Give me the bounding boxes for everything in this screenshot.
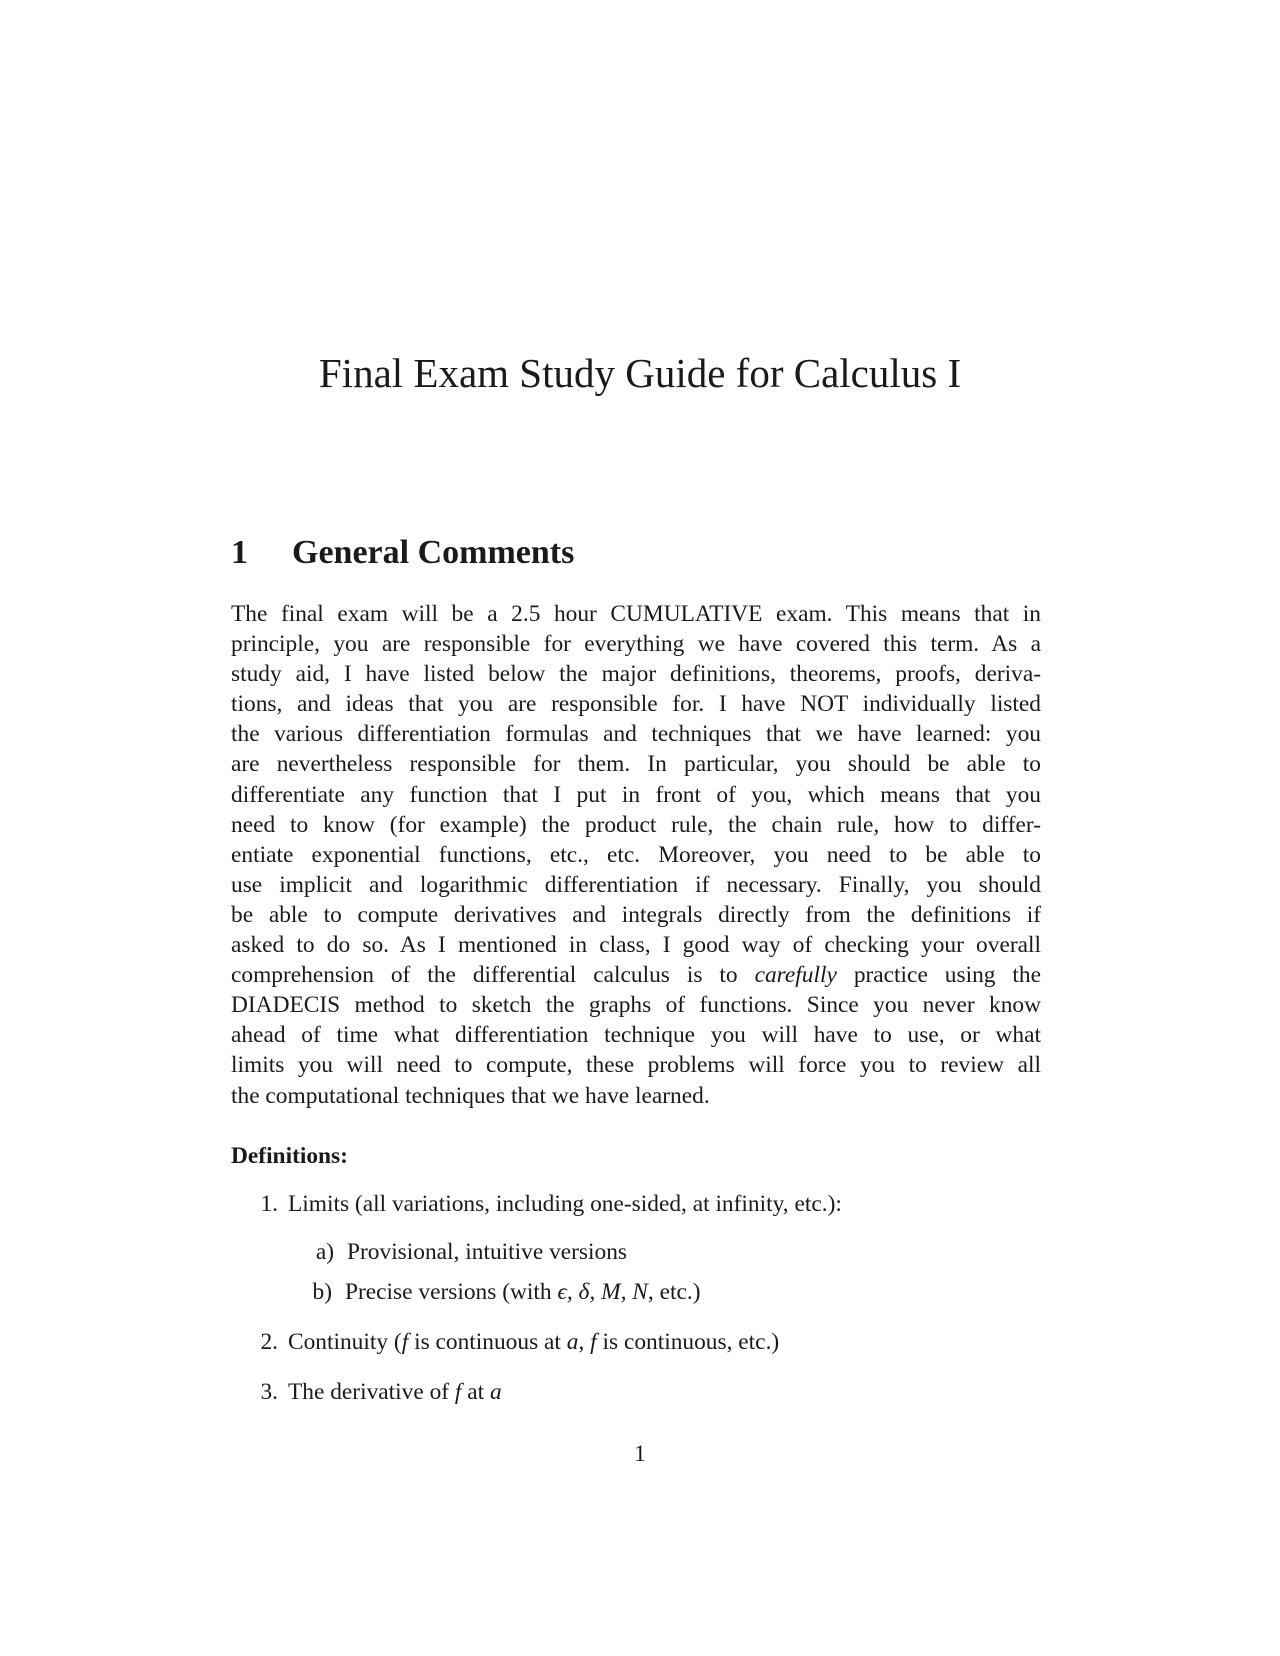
paragraph-line-emphasis <box>231 960 1041 990</box>
list-item-text: , <box>578 1329 591 1355</box>
list-item-text: Precise versions (with <box>345 1279 558 1305</box>
paragraph-line: use implicit and logarithmic differentiation if necessary. Finally, you should <box>231 871 1041 898</box>
general-comments-paragraph <box>231 599 1041 1111</box>
paragraph-line: need to know (for example) the product rule, the chain rule, how to differ- <box>231 811 1041 838</box>
list-item-text: Provisional, intuitive versions <box>347 1239 628 1265</box>
list-marker: b) <box>312 1279 332 1305</box>
definitions-heading: Definitions: <box>231 1143 348 1169</box>
paragraph-line: limits you will need to compute, these problems will force you to review all <box>231 1052 1041 1079</box>
paragraph-line: study aid, I have listed below the major definitions, theorems, proofs, deriva- <box>231 661 1041 688</box>
list-item-text: Continuity ( <box>288 1329 402 1355</box>
list-item-text: , etc.) <box>647 1279 701 1305</box>
list-item-precise <box>308 1277 701 1307</box>
paragraph-line: DIADECIS method to sketch the graphs of functions. Since you never know <box>231 992 1041 1019</box>
list-item-limits <box>258 1189 842 1219</box>
list-marker: a) <box>315 1239 334 1265</box>
math-symbols: ϵ, δ, M, N <box>557 1279 648 1305</box>
math-f: f <box>454 1379 462 1405</box>
list-item-derivative <box>258 1377 502 1407</box>
list-marker: 2. <box>260 1329 278 1355</box>
math-a: a <box>566 1329 579 1355</box>
paragraph-line: tions, and ideas that you are responsible for. I have NOT individually listed <box>231 691 1041 718</box>
paragraph-line: be able to compute derivatives and integrals directly from the definitions if <box>231 901 1041 928</box>
math-f: f <box>401 1329 409 1355</box>
line-text: practice using the <box>853 962 1041 989</box>
list-item-text: Limits (all variations, including one-sided, at infinity, etc.): <box>288 1191 842 1217</box>
paragraph-line: differentiate any function that I put in front of you, which means that you <box>231 781 1041 808</box>
paragraph-line: the computational techniques that we have learned. <box>231 1082 710 1109</box>
paragraph-line: The final exam will be a 2.5 hour CUMULATIVE exam. This means that in <box>231 601 1041 627</box>
paragraph-line: are nevertheless responsible for them. In particular, you should be able to <box>231 751 1041 778</box>
list-item-text: is continuous, etc.) <box>596 1329 780 1355</box>
page-number: 1 <box>634 1441 646 1467</box>
math-a: a <box>490 1379 502 1405</box>
paragraph-line: principle, you are responsible for everything we have covered this term. As a <box>231 631 1041 658</box>
list-item-continuity <box>258 1327 779 1357</box>
list-item-provisional <box>310 1237 627 1267</box>
emphasis-carefully: carefully <box>754 962 837 989</box>
line-text: comprehension of the differential calculus is to <box>231 962 738 989</box>
list-item-text: at <box>461 1379 490 1405</box>
paragraph-line: asked to do so. As I mentioned in class, I good way of checking your overall <box>231 932 1041 959</box>
paragraph-line: ahead of time what differentiation technique you will have to use, or what <box>231 1022 1041 1049</box>
section-heading <box>231 533 574 573</box>
section-number: 1 <box>231 534 248 571</box>
list-item-text: The derivative of <box>288 1379 455 1405</box>
paragraph-line: entiate exponential functions, etc., etc. Moreover, you need to be able to <box>231 841 1041 868</box>
paragraph-line: the various differentiation formulas and techniques that we have learned: you <box>231 721 1041 748</box>
section-title: General Comments <box>292 534 575 571</box>
math-f: f <box>590 1329 597 1355</box>
list-marker: 1. <box>260 1191 278 1217</box>
list-item-text: is continuous at <box>408 1329 567 1355</box>
page-title: Final Exam Study Guide for Calculus I <box>318 350 962 396</box>
list-marker: 3. <box>260 1379 278 1405</box>
